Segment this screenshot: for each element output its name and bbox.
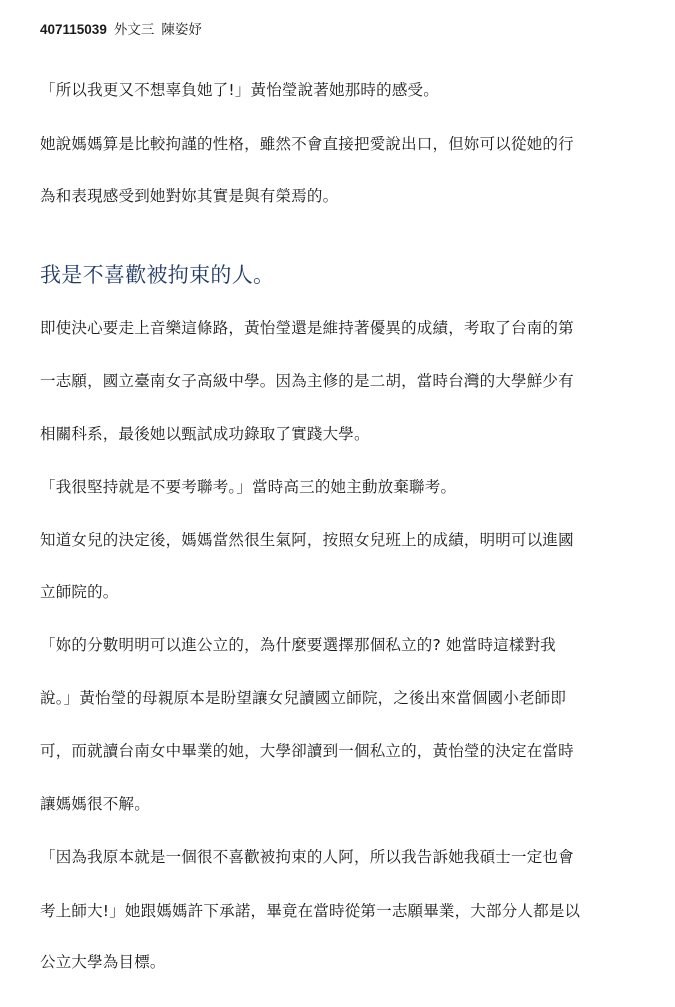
section-heading: 我是不喜歡被拘束的人。 <box>40 263 275 287</box>
paragraph-line: 說。」黃怡瑩的母親原本是盼望讓女兒讀國立師院，之後出來當個國小老師即 <box>40 689 567 707</box>
paragraph-line: 立師院的。 <box>40 583 119 601</box>
paragraph-line: 一志願，國立臺南女子高級中學。因為主修的是二胡，當時台灣的大學鮮少有 <box>40 372 574 390</box>
document-header <box>40 21 202 39</box>
paragraph-line: 可，而就讀台南女中畢業的她，大學卻讀到一個私立的，黃怡瑩的決定在當時 <box>40 742 574 760</box>
paragraph-line: 考上師大!」她跟媽媽許下承諾，畢竟在當時從第一志願畢業，大部分人都是以 <box>40 902 581 920</box>
paragraph-line: 「所以我更又不想辜負她了!」黃怡瑩說著她那時的感受。 <box>40 81 439 99</box>
student-id: 407115039 <box>40 22 107 37</box>
paragraph-line: 公立大學為目標。 <box>40 953 166 971</box>
department: 外文三 <box>113 22 155 38</box>
author-name: 陳姿妤 <box>161 22 202 38</box>
paragraph-line: 「因為我原本就是一個很不喜歡被拘束的人阿，所以我告訴她我碩士一定也會 <box>40 848 574 866</box>
paragraph-line: 即使決心要走上音樂這條路，黃怡瑩還是維持著優異的成績，考取了台南的第 <box>40 319 574 337</box>
paragraph-line: 相關科系，最後她以甄試成功錄取了實踐大學。 <box>40 425 370 443</box>
paragraph-line: 知道女兒的決定後，媽媽當然很生氣阿，按照女兒班上的成績，明明可以進國 <box>40 531 574 549</box>
paragraph-line: 她說媽媽算是比較拘謹的性格，雖然不會直接把愛說出口，但妳可以從她的行 <box>40 135 574 153</box>
paragraph-line: 為和表現感受到她對妳其實是與有榮焉的。 <box>40 187 339 205</box>
paragraph-line: 「妳的分數明明可以進公立的，為什麼要選擇那個私立的? 她當時這樣對我 <box>40 636 556 654</box>
paragraph-line: 讓媽媽很不解。 <box>40 795 150 813</box>
paragraph-line: 「我很堅持就是不要考聯考。」當時高三的她主動放棄聯考。 <box>40 478 457 496</box>
